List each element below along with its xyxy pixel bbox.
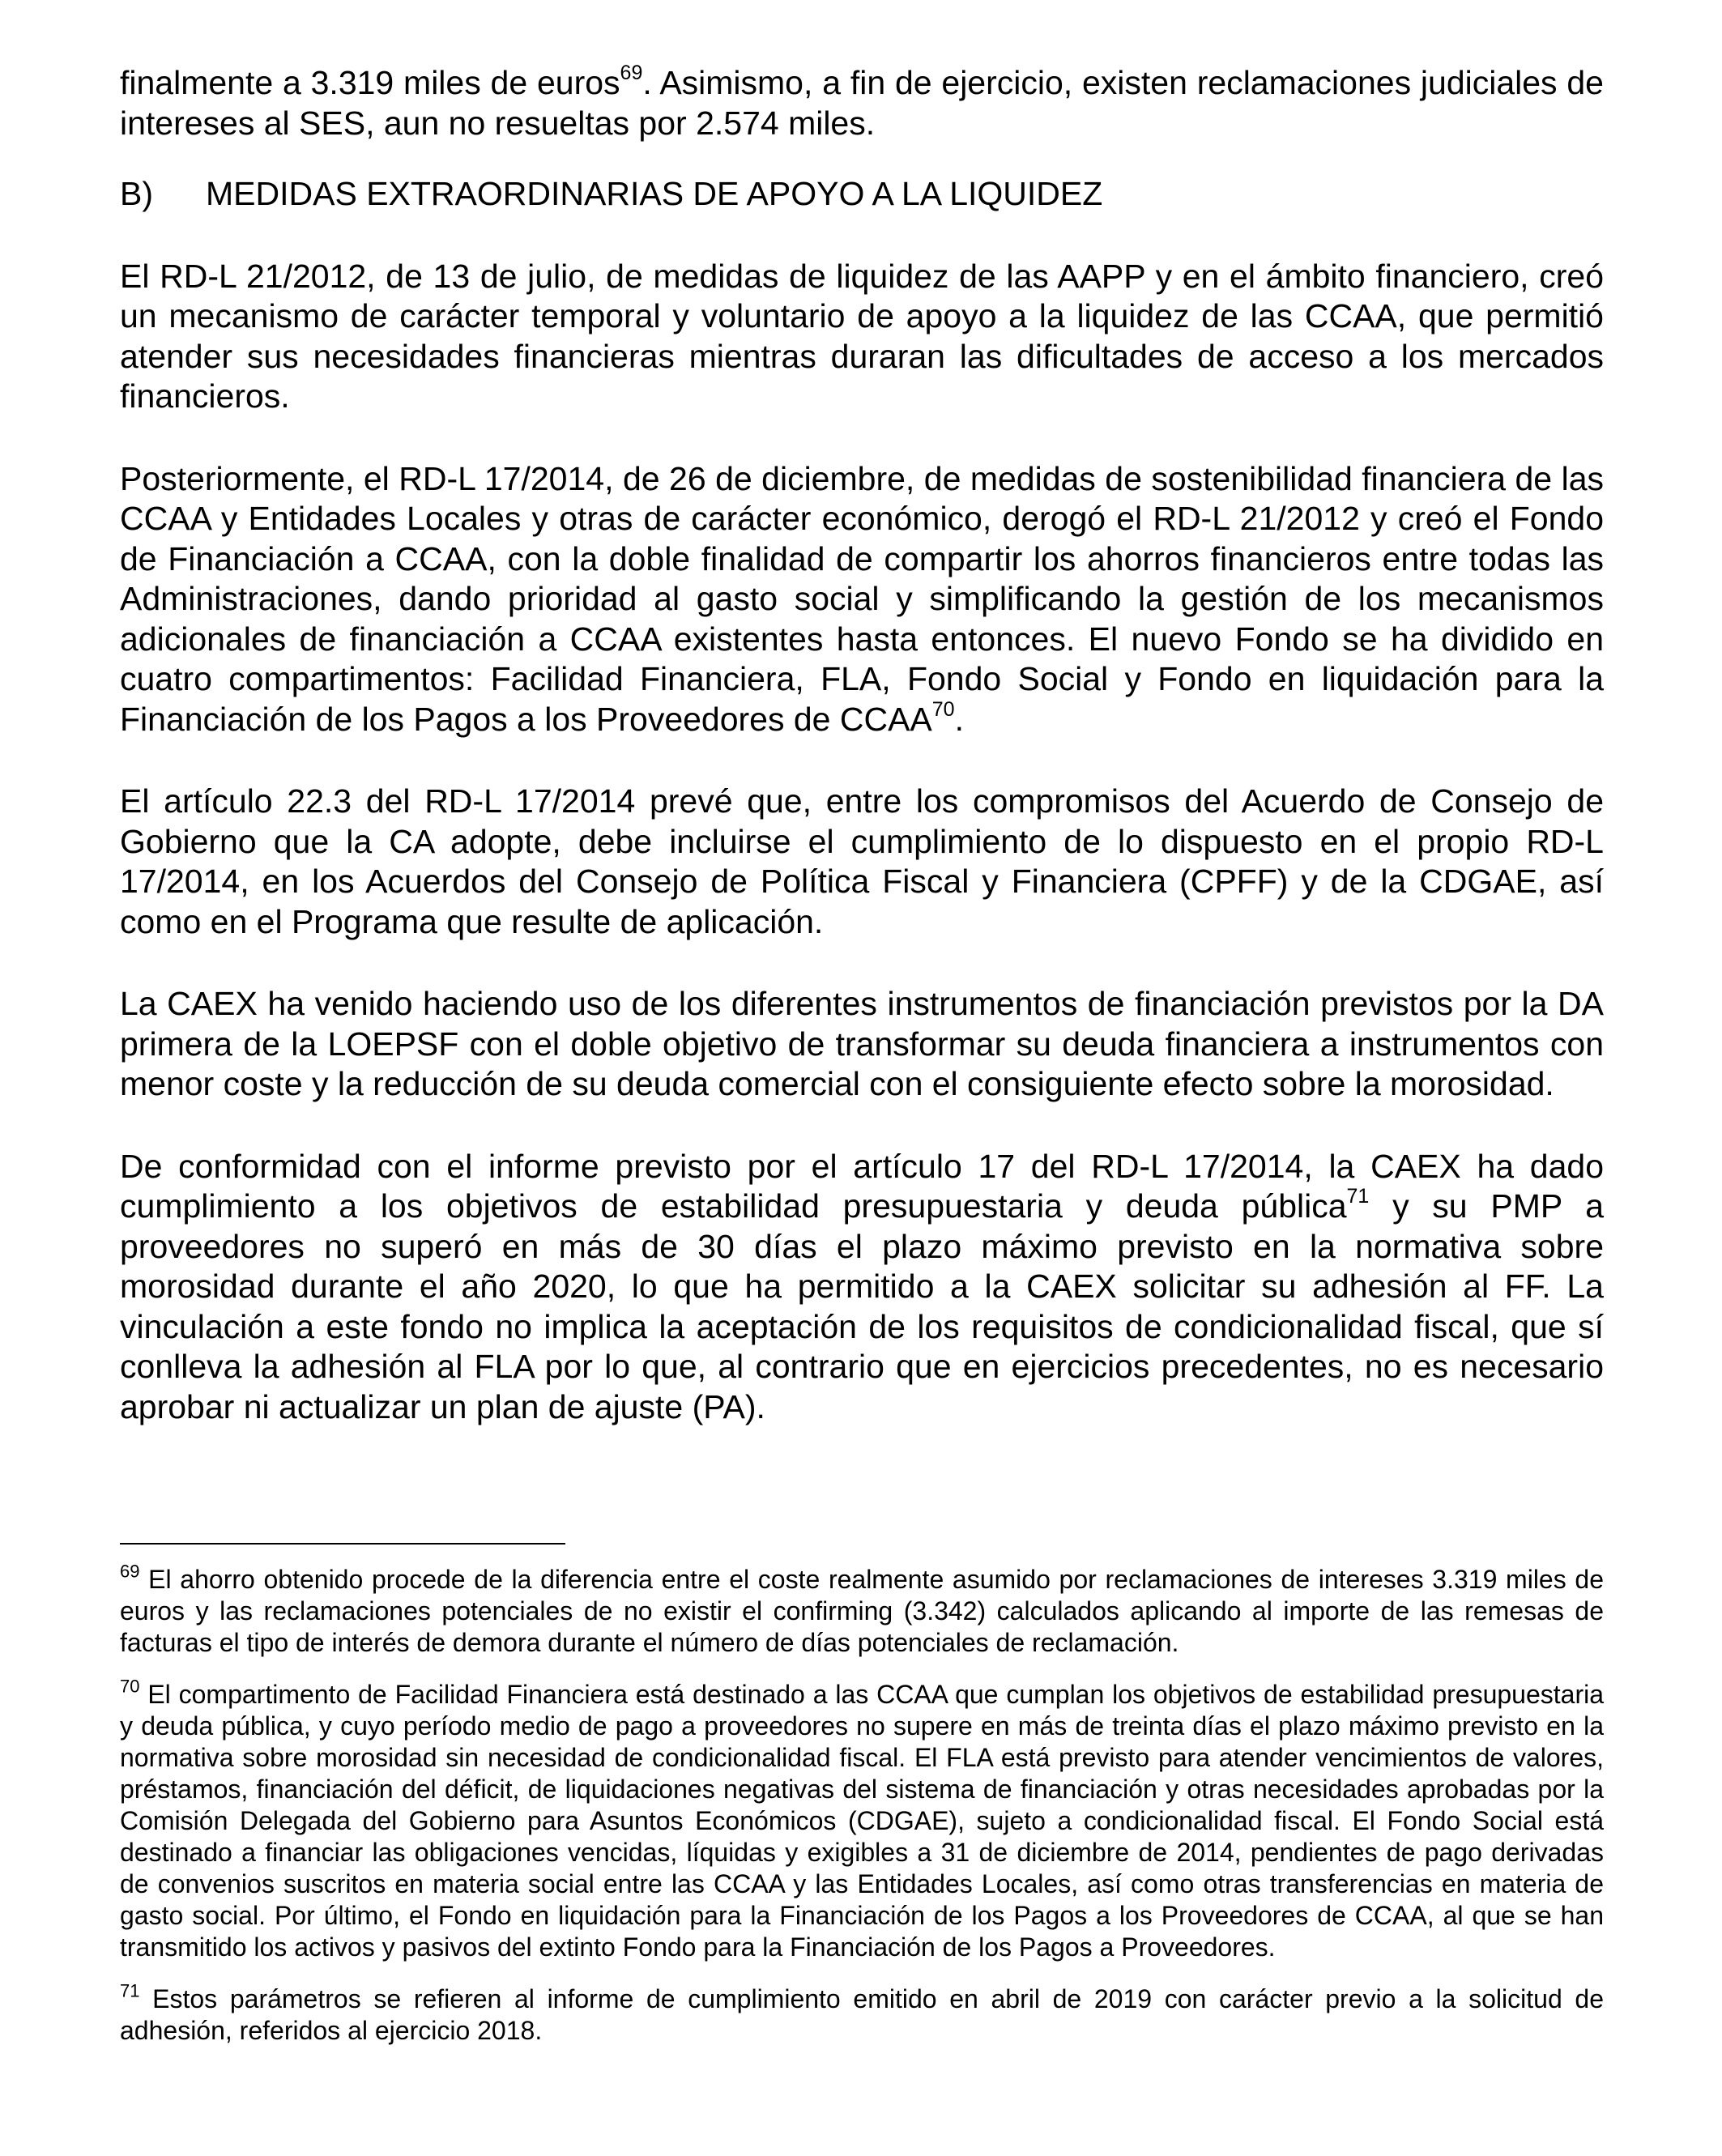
paragraph-6 [120,1147,1604,1428]
footnotes [120,1561,1604,2067]
footnote-number: 70 [120,1676,140,1697]
paragraph-3-text-b: . [954,700,964,738]
paragraph-2: El RD-L 21/2012, de 13 de julio, de medidas de liquidez de las AAPP y en el ámbito financiero, creó un mecanismo de carácter temporal y voluntario de apoyo a la liquidez de las CCAA, que permitió atender sus necesidades financieras mientras duraran las dificultades de acceso a los mercados financieros. [120,257,1604,415]
footnote-text: El compartimento de Facilidad Financiera está destinado a las CCAA que cumplan los objetivos de estabilidad presupuestaria y deuda pública, y cuyo período medio de pago a proveedores no supere en más de treinta días el plazo máximo previsto en la normativa sobre morosidad sin necesidad de condicionalidad fiscal. El FLA está previsto para atender vencimientos de valores, préstamos, financiación del déficit, de liquidaciones negativas del sistema de financiación y otras necesidades aprobadas por la Comisión Delegada del Gobierno para Asuntos Económicos (CDGAE), sujeto a condicionalidad fiscal. El Fondo Social está destinado a financiar las obligaciones vencidas, líquidas y exigibles a 31 de diciembre de 2014, pendientes de pago derivadas de convenios suscritos en materia social entre las CCAA y las Entidades Locales, así como otras transferencias en materia de gasto social. Por último, el Fondo en liquidación para la Financiación de los Pagos a los Proveedores de CCAA, al que se han transmitido los activos y pasivos del extinto Fondo para la Financiación de los Pagos a Proveedores. [120,1680,1604,1962]
footnote-ref-70[interactable]: 70 [931,697,955,721]
section-letter: B) [120,175,153,212]
paragraph-1-text-b: . Asimismo, a fin de ejercicio, existen reclamaciones judiciales de intereses al SES, aun no resueltas por 2.574 miles. [120,64,1604,142]
footnote-ref-69[interactable]: 69 [620,62,643,84]
paragraph-6-text-b: y su PMP a proveedores no superó en más de 30 días el plazo máximo previsto en la normativa sobre morosidad durante el año 2020, lo que ha permitido a la CAEX solicitar su adhesión al FF. La vinculación a este fondo no implica la aceptación de los requisitos de condicionalidad fiscal, que sí conlleva la adhesión al FLA por lo que, al contrario que en ejercicios precedentes, no es necesario aprobar ni actualizar un plan de ajuste (PA). [120,1187,1604,1425]
footnote-71 [120,1980,1604,2047]
footnote-number: 69 [120,1561,140,1582]
paragraph-1 [120,63,1604,143]
section-title: MEDIDAS EXTRAORDINARIAS DE APOYO A LA LIQUIDEZ [206,175,1103,212]
footnote-text: El ahorro obtenido procede de la diferencia entre el coste realmente asumido por reclamaciones de intereses 3.319 miles de euros y las reclamaciones potenciales de no existir el confirming (3.342) calculados aplicando al importe de las remesas de facturas el tipo de interés de demora durante el número de días potenciales de reclamación. [120,1565,1604,1657]
paragraph-3 [120,459,1604,740]
footnote-separator [120,1543,565,1545]
paragraph-6-text-a: De conformidad con el informe previsto por el artículo 17 del RD-L 17/2014, la CAEX ha dado cumplimiento a los objetivos de estabilidad presupuestaria y deuda pública [120,1147,1604,1225]
footnote-70 [120,1676,1604,1963]
footnote-69 [120,1561,1604,1659]
footnote-number: 71 [120,1980,140,2001]
section-heading [120,174,1604,215]
footnote-ref-71[interactable]: 71 [1346,1185,1370,1208]
paragraph-1-text-a: finalmente a 3.319 miles de euros [120,64,620,101]
paragraph-3-text-a: Posteriormente, el RD-L 17/2014, de 26 de diciembre, de medidas de sostenibilidad financiera de las CCAA y Entidades Locales y otras de carácter económico, derogó el RD-L 21/2012 y creó el Fondo de Financiación a CCAA, con la doble finalidad de compartir los ahorros financieros entre todas las Administraciones, dando prioridad al gasto social y simplificando la gestión de los mecanismos adicionales de financiación a CCAA existentes hasta entonces. El nuevo Fondo se ha dividido en cuatro compartimentos: Facilidad Financiera, FLA, Fondo Social y Fondo en liquidación para la Financiación de los Pagos a los Proveedores de CCAA [120,459,1604,738]
paragraph-4: El artículo 22.3 del RD-L 17/2014 prevé que, entre los compromisos del Acuerdo de Consejo de Gobierno que la CA adopte, debe incluirse el cumplimiento de lo dispuesto en el propio RD-L 17/2014, en los Acuerdos del Consejo de Política Fiscal y Financiera (CPFF) y de la CDGAE, así como en el Programa que resulte de aplicación. [120,782,1604,940]
document-body [120,63,1604,1469]
paragraph-5: La CAEX ha venido haciendo uso de los diferentes instrumentos de financiación previstos por la DA primera de la LOEPSF con el doble objetivo de transformar su deuda financiera a instrumentos con menor coste y la reducción de su deuda comercial con el consiguiente efecto sobre la morosidad. [120,985,1604,1102]
footnote-text: Estos parámetros se refieren al informe de cumplimiento emitido en abril de 2019 con carácter previo a la solicitud de adhesión, referidos al ejercicio 2018. [120,1984,1604,2045]
